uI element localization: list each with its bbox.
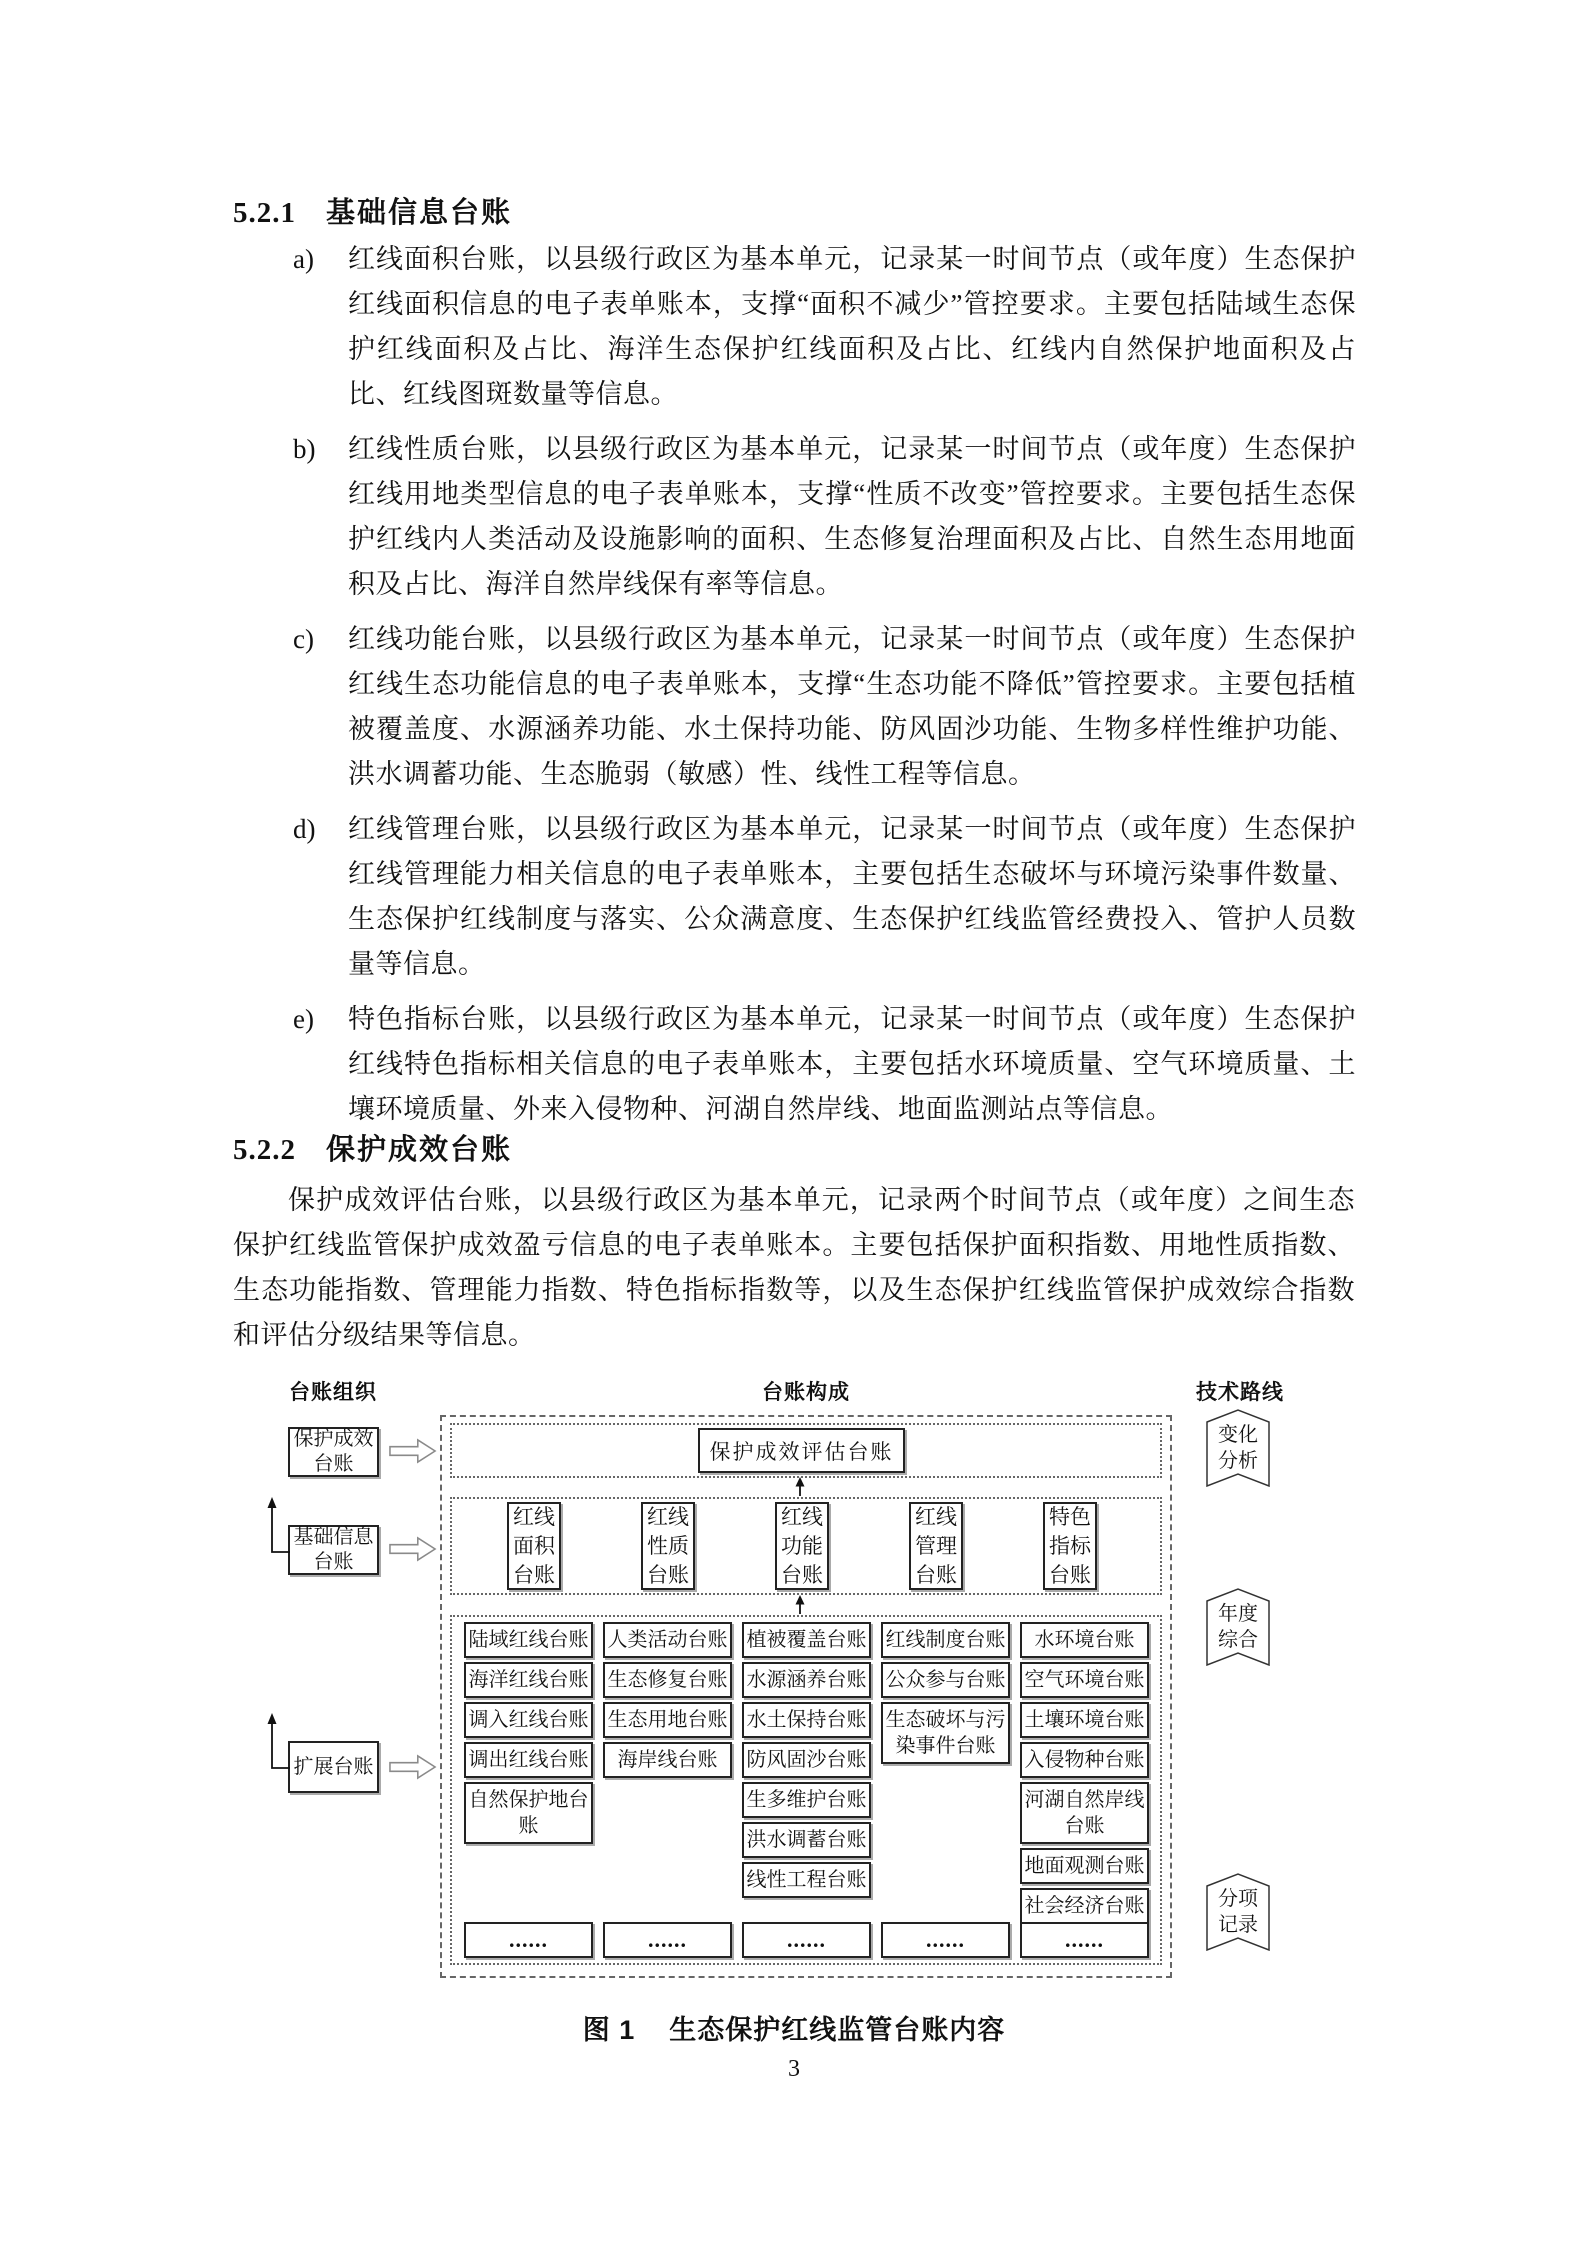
dots-box: ...... — [1020, 1922, 1149, 1958]
detail-box: 生多维护台账 — [742, 1782, 871, 1818]
detail-box: 河湖自然岸线台账 — [1020, 1782, 1149, 1844]
list-item-e — [293, 997, 1356, 1132]
dots-box: ...... — [881, 1922, 1010, 1958]
dots-box: ...... — [742, 1922, 871, 1958]
detail-column-2 — [603, 1622, 732, 1778]
up-arrow-icon — [793, 1595, 807, 1615]
detail-box: 水源涵养台账 — [742, 1662, 871, 1698]
item-marker: b) — [293, 434, 316, 464]
section-521-title: 基础信息台账 — [326, 197, 513, 229]
detail-box: 水环境台账 — [1020, 1622, 1149, 1658]
item-text: 红线功能台账，以县级行政区为基本单元，记录某一时间节点（或年度）生态保护红线生态功能信息的电子表单账本，支撑“生态功能不降低”管控要求。主要包括植被覆盖度、水源涵养功能、水土保持功能、防风固沙功能、生物多样性维护功能、洪水调蓄功能、生态脆弱（敏感）性、线性工程等信息。 — [348, 624, 1356, 789]
base-box-management: 红线管理台账 — [909, 1502, 963, 1590]
detail-box: 土壤环境台账 — [1020, 1702, 1149, 1738]
figure-header-composition: 台账构成 — [762, 1381, 850, 1404]
page-number: 3 — [788, 2056, 800, 2082]
figure-caption-label: 图 1 — [582, 2015, 636, 2045]
section-521-number: 5.2.1 — [233, 197, 296, 229]
detail-box: 地面观测台账 — [1020, 1848, 1149, 1884]
detail-column-1 — [464, 1622, 593, 1844]
section-522-paragraph: 保护成效评估台账，以县级行政区为基本单元，记录两个时间节点（或年度）之间生态保护红线监管保护成效盈亏信息的电子表单账本。主要包括保护面积指数、用地性质指数、生态功能指数、管理能力指数、特色指标指数等，以及生态保护红线监管保护成效综合指数和评估分级结果等信息。 — [233, 1185, 1355, 1350]
detail-box: 线性工程台账 — [742, 1862, 871, 1898]
figure-header-org: 台账组织 — [289, 1381, 377, 1404]
section-522-heading — [233, 1127, 512, 1168]
item-list — [293, 237, 1356, 1142]
detail-box: 植被覆盖台账 — [742, 1622, 871, 1658]
detail-box: 陆域红线台账 — [464, 1622, 593, 1658]
detail-box: 洪水调蓄台账 — [742, 1822, 871, 1858]
detail-box: 防风固沙台账 — [742, 1742, 871, 1778]
item-text: 红线面积台账，以县级行政区为基本单元，记录某一时间节点（或年度）生态保护红线面积信息的电子表单账本，支撑“面积不减少”管控要求。主要包括陆域生态保护红线面积及占比、海洋生态保护红线面积及占比、红线内自然保护地面积及占比、红线图斑数量等信息。 — [348, 244, 1356, 409]
section-522-number: 5.2.2 — [233, 1134, 296, 1166]
banner-label: 分项记录 — [1218, 1888, 1258, 1936]
detail-box: 生态破坏与污染事件台账 — [881, 1702, 1010, 1764]
hollow-right-arrow-icon — [389, 1438, 437, 1464]
detail-box: 空气环境台账 — [1020, 1662, 1149, 1698]
detail-box: 人类活动台账 — [603, 1622, 732, 1658]
detail-box: 调入红线台账 — [464, 1702, 593, 1738]
banner-label: 年度综合 — [1218, 1603, 1258, 1651]
detail-box: 入侵物种台账 — [1020, 1742, 1149, 1778]
banner-annual-synthesis — [1206, 1588, 1270, 1666]
base-box-nature: 红线性质台账 — [641, 1502, 695, 1590]
eval-ledger-box: 保护成效评估台账 — [698, 1428, 905, 1473]
detail-box: 海洋红线台账 — [464, 1662, 593, 1698]
detail-box: 海岸线台账 — [603, 1742, 732, 1778]
org-box-basic-info: 基础信息台账 — [288, 1525, 379, 1575]
item-text: 红线性质台账，以县级行政区为基本单元，记录某一时间节点（或年度）生态保护红线用地类型信息的电子表单账本，支撑“性质不改变”管控要求。主要包括生态保护红线内人类活动及设施影响的面积、生态修复治理面积及占比、自然生态用地面积及占比、海洋自然岸线保有率等信息。 — [348, 434, 1356, 599]
detail-column-4 — [881, 1622, 1010, 1764]
detail-box: 生态修复台账 — [603, 1662, 732, 1698]
dots-box: ...... — [464, 1922, 593, 1958]
figure-caption-title: 生态保护红线监管台账内容 — [669, 2015, 1006, 2045]
detail-column-3 — [742, 1622, 871, 1898]
figure-header-tech: 技术路线 — [1196, 1381, 1284, 1404]
detail-box: 红线制度台账 — [881, 1622, 1010, 1658]
section-522-title: 保护成效台账 — [326, 1134, 513, 1166]
hollow-right-arrow-icon — [389, 1754, 437, 1780]
item-marker: c) — [293, 624, 314, 654]
section-521-heading — [233, 190, 512, 231]
detail-box: 自然保护地台账 — [464, 1782, 593, 1844]
detail-box: 水土保持台账 — [742, 1702, 871, 1738]
figure-caption — [233, 2008, 1355, 2047]
dots-box: ...... — [603, 1922, 732, 1958]
up-connector-arrow-icon — [260, 1496, 290, 1554]
item-marker: a) — [293, 244, 314, 274]
base-box-function: 红线功能台账 — [775, 1502, 829, 1590]
hollow-right-arrow-icon — [389, 1536, 437, 1562]
detail-column-5 — [1020, 1622, 1149, 1924]
banner-change-analysis — [1206, 1409, 1270, 1487]
detail-box: 生态用地台账 — [603, 1702, 732, 1738]
up-connector-arrow-icon — [260, 1712, 290, 1770]
item-marker: e) — [293, 1004, 314, 1034]
org-box-protection-effect: 保护成效台账 — [288, 1427, 379, 1477]
item-marker: d) — [293, 814, 316, 844]
base-box-special: 特色指标台账 — [1043, 1502, 1097, 1590]
banner-itemized-record — [1206, 1873, 1270, 1951]
base-box-area: 红线面积台账 — [507, 1502, 561, 1590]
detail-box: 调出红线台账 — [464, 1742, 593, 1778]
list-item-b — [293, 427, 1356, 607]
detail-box: 公众参与台账 — [881, 1662, 1010, 1698]
item-text: 特色指标台账，以县级行政区为基本单元，记录某一时间节点（或年度）生态保护红线特色指标相关信息的电子表单账本，主要包括水环境质量、空气环境质量、土壤环境质量、外来入侵物种、河湖自然岸线、地面监测站点等信息。 — [348, 1004, 1356, 1124]
banner-label: 变化分析 — [1218, 1424, 1258, 1472]
list-item-c — [293, 617, 1356, 797]
detail-box: 社会经济台账 — [1020, 1888, 1149, 1924]
list-item-a — [293, 237, 1356, 417]
item-text: 红线管理台账，以县级行政区为基本单元，记录某一时间节点（或年度）生态保护红线管理能力相关信息的电子表单账本，主要包括生态破坏与环境污染事件数量、生态保护红线制度与落实、公众满意度、生态保护红线监管经费投入、管护人员数量等信息。 — [348, 814, 1356, 979]
up-arrow-icon — [793, 1477, 807, 1497]
org-box-extended: 扩展台账 — [288, 1741, 379, 1793]
list-item-d — [293, 807, 1356, 987]
